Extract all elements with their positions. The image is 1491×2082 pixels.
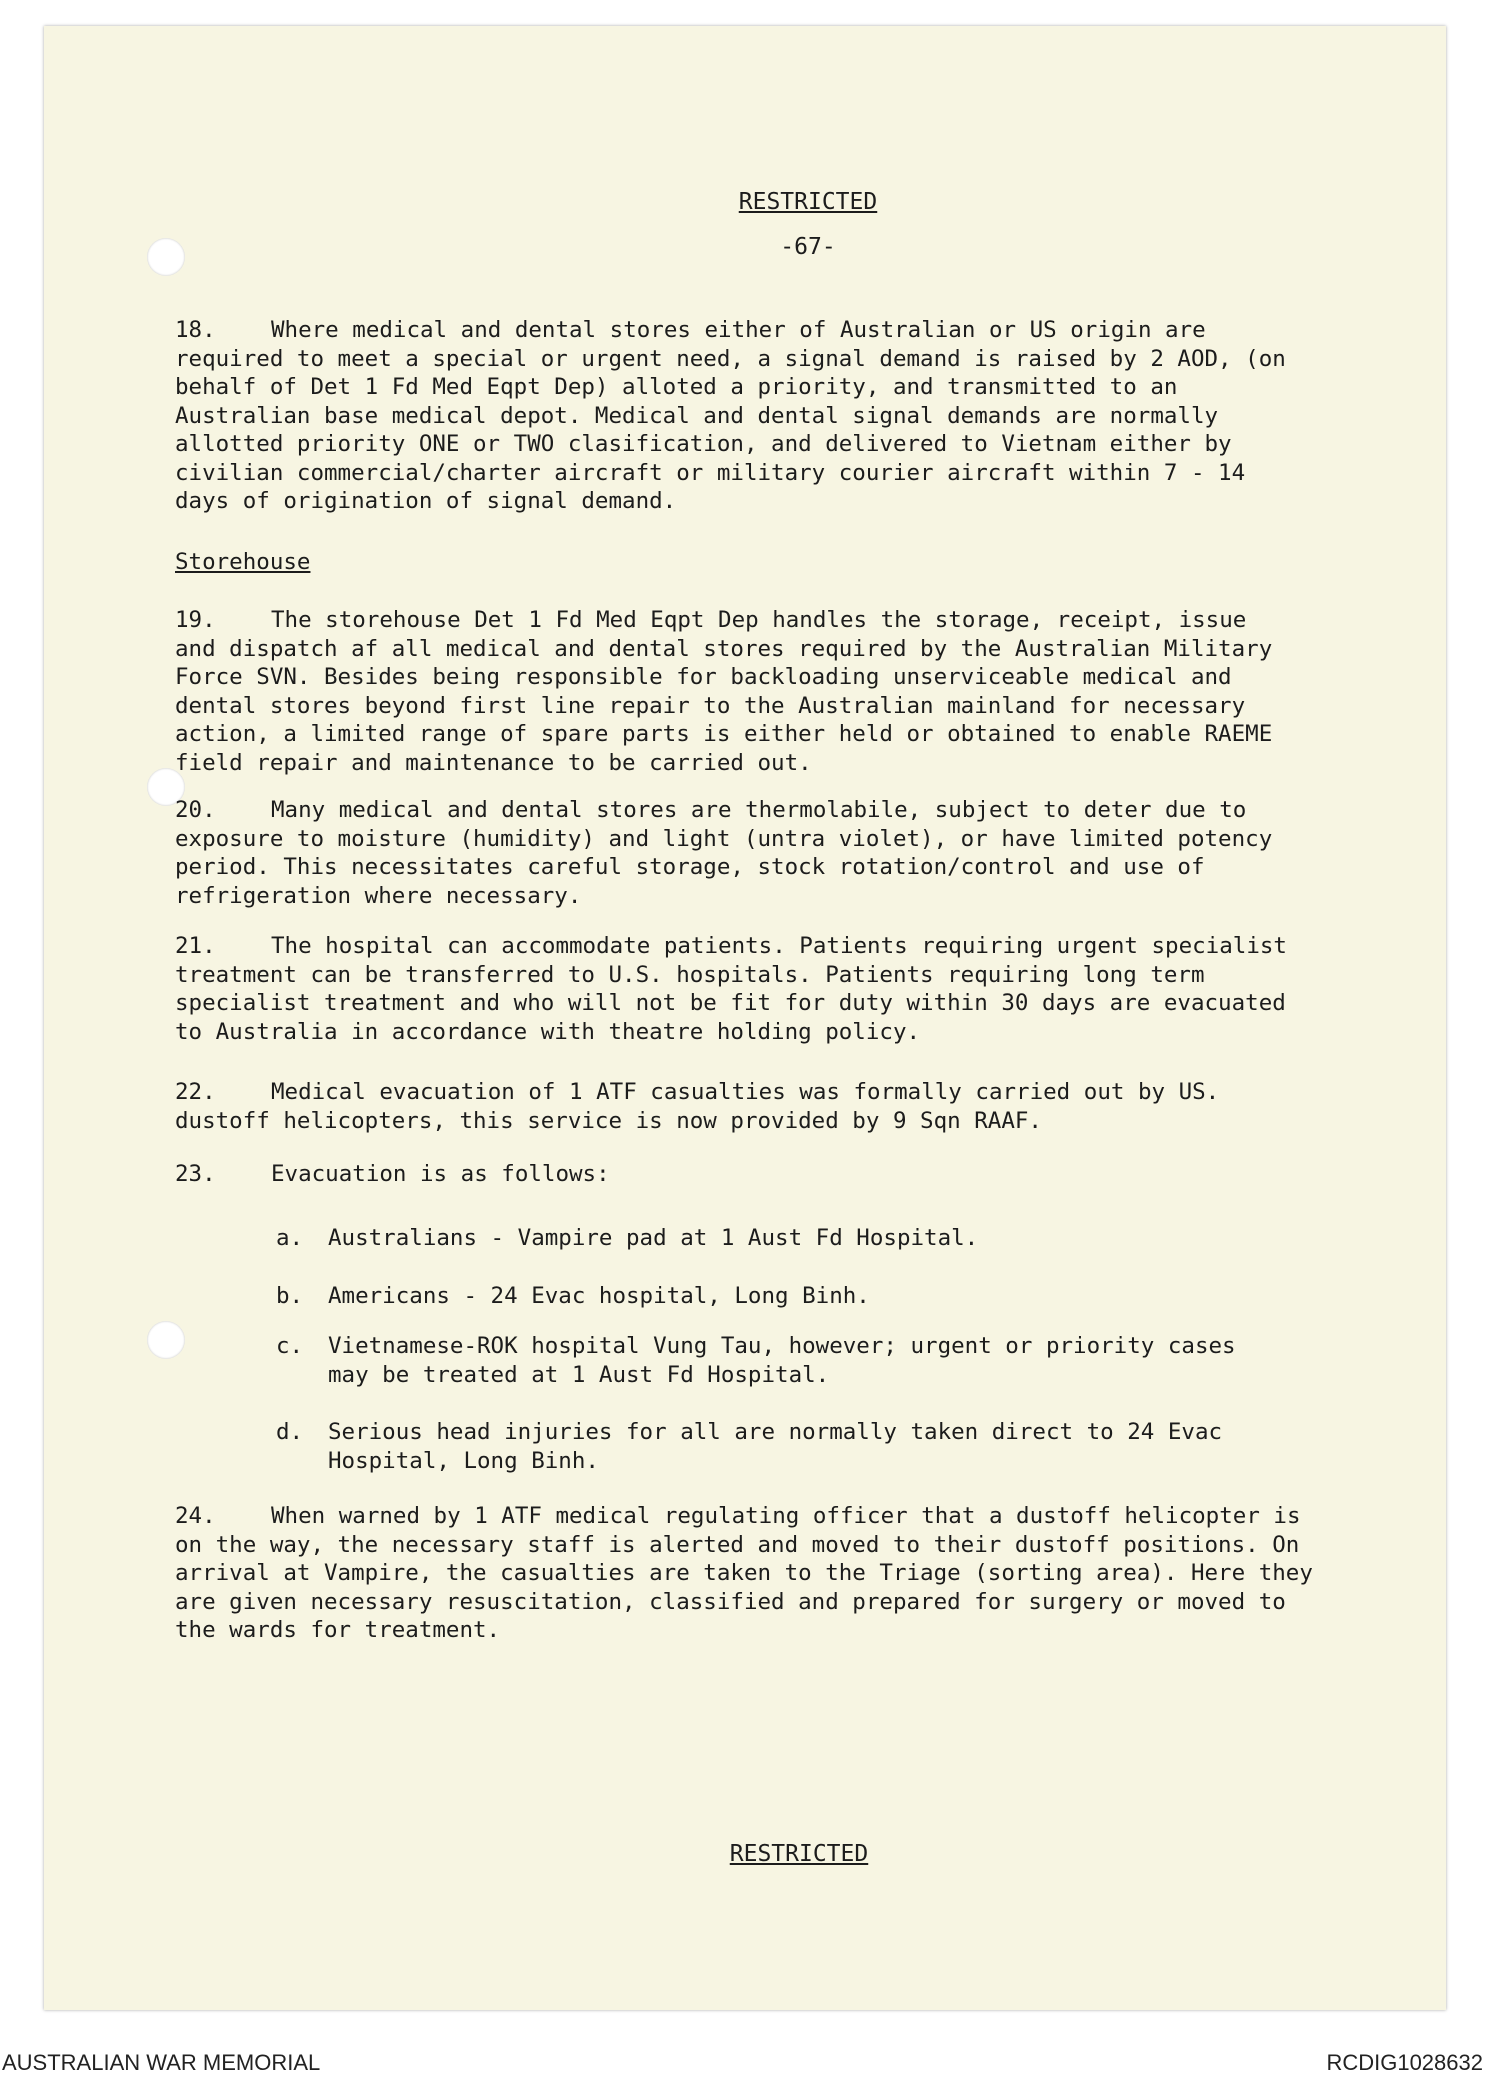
item-text: Vietnamese-ROK hospital Vung Tau, however; urgent or priority cases may be treated at 1 Aust Fd Hospital.	[328, 1333, 1236, 1388]
paragraph-text: Evacuation is as follows:	[271, 1161, 610, 1187]
paragraph-text: The hospital can accommodate patients. Patients requiring urgent specialist treatment can be transferred to U.S. hospitals. Patients requiring long term specialist treatment and who will not be fit for duty within 30 days are evacuated to Australia in accordance with theatre holding policy.	[175, 933, 1287, 1045]
paragraph-text: Medical evacuation of 1 ATF casualties was formally carried out by US. dustoff helicopters, this service is now provided by 9 Sqn RAAF.	[175, 1079, 1220, 1134]
security-classification-footer: RESTRICTED	[729, 1841, 869, 1867]
paragraph-number: 23.	[175, 1161, 216, 1187]
evacuation-item	[276, 1282, 1236, 1311]
paragraph-text: When warned by 1 ATF medical regulating officer that a dustoff helicopter is on the way, the necessary staff is alerted and moved to their dustoff positions. On arrival at Vampire, the casualties are taken to the Triage (sorting area). Here they are given necessary resuscitation, classified and prepared for surgery or moved to the wards for treatment.	[175, 1503, 1313, 1643]
security-classification-header: RESTRICTED	[738, 189, 878, 215]
evacuation-item	[276, 1224, 1236, 1253]
paragraph-number: 18.	[175, 317, 216, 343]
paragraph-number: 21.	[175, 933, 216, 959]
paragraph-number: 22.	[175, 1079, 216, 1105]
archive-reference: RCDIG1028632	[1326, 2050, 1483, 2075]
paragraph-18	[175, 316, 1300, 516]
paragraph-24	[175, 1502, 1335, 1645]
archive-caption-bar	[0, 2050, 1491, 2082]
paragraph-21	[175, 932, 1300, 1046]
item-letter: b.	[276, 1283, 304, 1309]
paragraph-number: 20.	[175, 797, 216, 823]
page-number: -67-	[780, 234, 836, 260]
paragraph-19	[175, 606, 1300, 777]
section-heading-storehouse: Storehouse	[175, 549, 311, 575]
paragraph-number: 24.	[175, 1503, 216, 1529]
evacuation-item	[276, 1418, 1236, 1475]
paragraph-number: 19.	[175, 607, 216, 633]
item-letter: c.	[276, 1333, 304, 1359]
paragraph-text: Many medical and dental stores are thermolabile, subject to deter due to exposure to moisture (humidity) and light (untra violet), or have limited potency period. This necessitates careful storage, stock rotation/control and use of refrigeration where necessary.	[175, 797, 1273, 909]
evacuation-item	[276, 1332, 1236, 1389]
paragraph-text: Where medical and dental stores either of Australian or US origin are required to meet a special or urgent need, a signal demand is raised by 2 AOD, (on behalf of Det 1 Fd Med Eqpt Dep) alloted a priority, and transmitted to an Australian base medical depot. Medical and dental signal demands are normally allotted priority ONE or TWO clasification, and delivered to Vietnam either by civilian commercial/charter aircraft or military courier aircraft within 7 - 14 days of origination of signal demand.	[175, 317, 1286, 514]
punch-hole	[147, 1321, 185, 1359]
item-text: Australians - Vampire pad at 1 Aust Fd Hospital.	[328, 1225, 979, 1251]
paragraph-text: The storehouse Det 1 Fd Med Eqpt Dep handles the storage, receipt, issue and dispatch af all medical and dental stores required by the Australian Military Force SVN. Besides being responsible for backloading unserviceable medical and dental stores beyond first line repair to the Australian mainland for necessary action, a limited range of spare parts is either held or obtained to enable RAEME field repair and maintenance to be carried out.	[175, 607, 1273, 776]
item-letter: a.	[276, 1225, 304, 1251]
paragraph-22	[175, 1078, 1300, 1135]
paragraph-23	[175, 1160, 1300, 1189]
archive-institution: AUSTRALIAN WAR MEMORIAL	[2, 2050, 321, 2075]
item-text: Americans - 24 Evac hospital, Long Binh.	[328, 1283, 870, 1309]
item-text: Serious head injuries for all are normally taken direct to 24 Evac Hospital, Long Binh.	[328, 1419, 1223, 1474]
paragraph-20	[175, 796, 1300, 910]
document-page	[44, 26, 1446, 2010]
item-letter: d.	[276, 1419, 304, 1445]
